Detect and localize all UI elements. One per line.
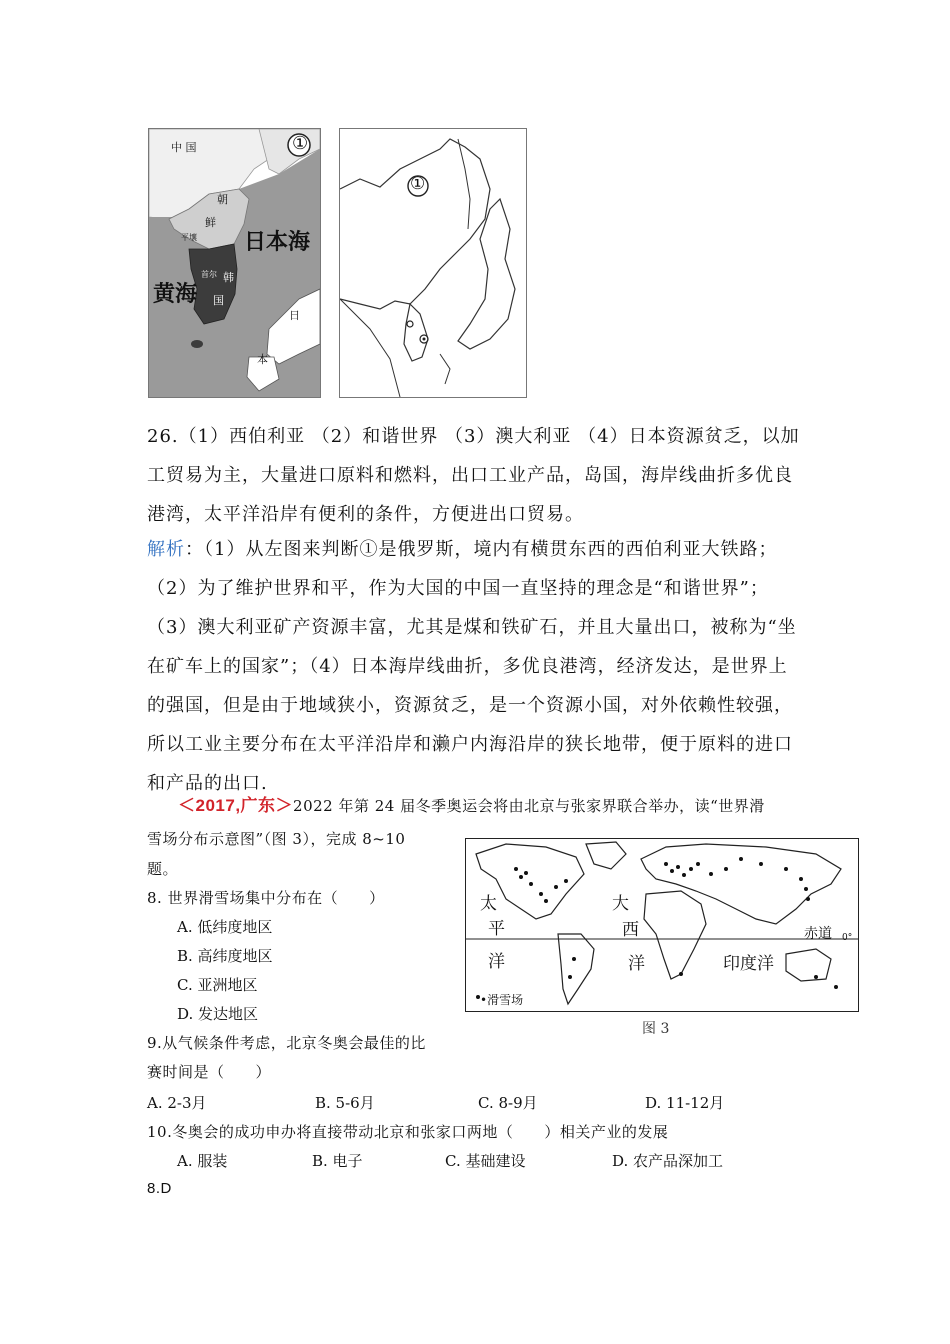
label-south-korea-2: 国 — [213, 294, 224, 307]
question-10: 10.冬奥会的成功申办将直接带动北京和张家口两地（ ）相关产业的发展 — [147, 1123, 669, 1141]
analysis-line-1 — [147, 530, 817, 569]
label-zero-degree: 0° — [842, 933, 853, 943]
label-pacific-3: 洋 — [488, 952, 505, 972]
q8-option-b: B. 高纬度地区 — [177, 947, 273, 965]
label-atlantic-1: 大 — [612, 894, 629, 914]
label-equator: 赤道 — [804, 926, 832, 942]
figure-caption: 图 3 — [642, 1021, 670, 1037]
east-asia-outline-map — [339, 128, 527, 398]
label-japan-1: 日 — [289, 309, 300, 322]
q10-option-c: C. 基础建设 — [445, 1152, 526, 1170]
analysis-tag: 解析 — [147, 539, 185, 560]
analysis-line-1-text: ：（1）从左图来判断①是俄罗斯，境内有横贯东西的西伯利亚大铁路； — [185, 539, 778, 560]
answer-26-line-1: 26.（1）西伯利亚 （2）和谐世界 （3）澳大利亚 （4）日本资源贫乏，以加 — [147, 426, 800, 447]
label-yellow-sea: 黄海 — [153, 281, 198, 307]
legend-ski-resort: •滑雪场 — [480, 993, 524, 1007]
label-indian-ocean: 印度洋 — [723, 954, 774, 974]
question-9-line-2: 赛时间是（ ） — [147, 1063, 272, 1081]
label-south-korea-1: 韩 — [223, 271, 234, 284]
world-ski-map — [465, 838, 859, 1012]
question-9-line-1: 9.从气候条件考虑，北京冬奥会最佳的比 — [147, 1034, 426, 1052]
q10-option-a: A. 服装 — [177, 1152, 228, 1170]
q9-option-c: C. 8-9月 — [478, 1094, 538, 1112]
question-intro-line-3: 题。 — [147, 860, 179, 878]
q10-option-d: D. 农产品深加工 — [612, 1152, 724, 1170]
question-intro-line-1 — [178, 791, 765, 816]
label-atlantic-2: 西 — [622, 920, 639, 940]
analysis-line-5: 的强国，但是由于地域狭小，资源贫乏，是一个资源小国，对外依赖性较强， — [147, 695, 793, 716]
answer-26-line-3: 港湾，太平洋沿岸有便利的条件，方便进出口贸易。 — [147, 504, 584, 525]
label-pyongyang: 平壤 — [181, 233, 197, 242]
korea-map-graphic — [149, 129, 320, 397]
answer-26-line-2: 工贸易为主，大量进口原料和燃料，出口工业产品，岛国，海岸线曲折多优良 — [147, 465, 793, 486]
label-seoul: 首尔 — [201, 270, 217, 279]
q9-option-b: B. 5-6月 — [315, 1094, 375, 1112]
q8-option-a: A. 低纬度地区 — [177, 918, 273, 936]
label-north-korea-1: 朝 — [217, 193, 228, 206]
circle-one-right: ① — [410, 174, 426, 194]
question-intro-1-text: 2022 年第 24 届冬季奥运会将由北京与张家界联合举办，读“世界滑 — [293, 797, 765, 815]
label-atlantic-3: 洋 — [628, 954, 645, 974]
east-asia-outline-graphic — [340, 129, 526, 397]
korea-map — [148, 128, 321, 398]
q9-option-d: D. 11-12月 — [645, 1094, 725, 1112]
answer-8: 8.D — [147, 1180, 172, 1197]
analysis-line-4: 在矿车上的国家”；（4）日本海岸线曲折，多优良港湾，经济发达，是世界上 — [147, 656, 788, 677]
label-china: 中 国 — [171, 141, 197, 154]
analysis-block — [147, 530, 817, 803]
q10-option-b: B. 电子 — [312, 1152, 363, 1170]
question-intro-line-2: 雪场分布示意图”（图 3），完成 8~10 — [147, 830, 406, 848]
question-source: ＜2017,广东＞ — [178, 796, 294, 815]
label-pacific-1: 太 — [480, 894, 497, 914]
analysis-line-7: 和产品的出口. — [147, 773, 268, 794]
analysis-line-6: 所以工业主要分布在太平洋沿岸和濑户内海沿岸的狭长地带，便于原料的进口 — [147, 734, 793, 755]
world-ski-map-graphic — [466, 839, 858, 1011]
analysis-line-2: （2）为了维护世界和平，作为大国的中国一直坚持的理念是“和谐世界”； — [147, 578, 769, 599]
q9-option-a: A. 2-3月 — [147, 1094, 207, 1112]
analysis-line-3: （3）澳大利亚矿产资源丰富，尤其是煤和铁矿石，并且大量出口，被称为“坐 — [147, 617, 797, 638]
label-north-korea-2: 鲜 — [205, 216, 216, 229]
question-8: 8. 世界滑雪场集中分布在（ ） — [147, 889, 385, 907]
q8-option-d: D. 发达地区 — [177, 1005, 259, 1023]
label-pacific-2: 平 — [488, 919, 505, 939]
q8-option-c: C. 亚洲地区 — [177, 976, 258, 994]
label-japan-2: 本 — [257, 353, 268, 366]
circle-one-left: ① — [292, 133, 309, 154]
answer-26 — [147, 417, 817, 534]
label-sea-of-japan: 日本海 — [244, 229, 311, 255]
